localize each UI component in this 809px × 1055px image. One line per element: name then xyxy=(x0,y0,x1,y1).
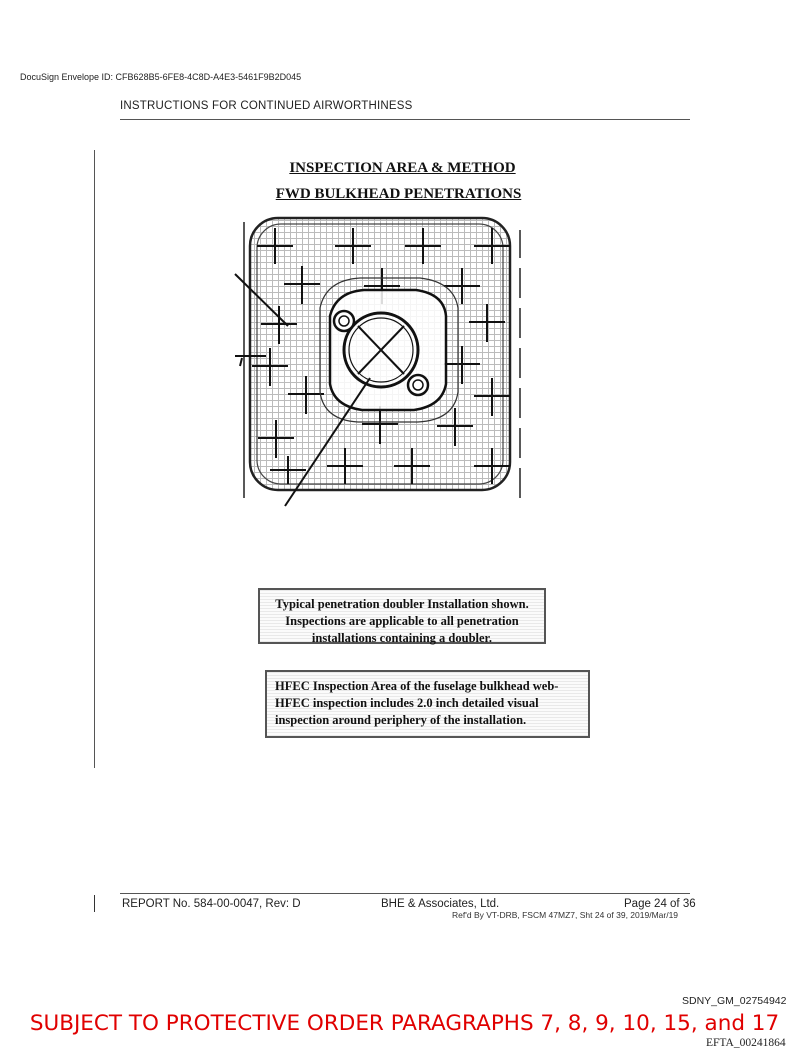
bates-number-sdny: SDNY_GM_02754942 xyxy=(682,995,787,1007)
callout-line: HFEC inspection includes 2.0 inch detailed visual xyxy=(275,696,539,710)
footer-rule xyxy=(120,893,690,894)
footer-reference: Ref'd By VT-DRB, FSCM 47MZ7, Sht 24 of 39, 2019/Mar/19 xyxy=(452,910,679,920)
revision-margin-bar xyxy=(94,150,95,768)
callout-hfec-inspection xyxy=(265,670,590,738)
callout-line: HFEC Inspection Area of the fuselage bulkhead web- xyxy=(275,679,559,693)
doubler-plate xyxy=(320,278,458,422)
callout-line: inspection around periphery of the installation. xyxy=(275,713,527,727)
footer-revision-bar xyxy=(94,895,95,912)
callout-line: Typical penetration doubler Installation shown. xyxy=(275,597,529,611)
callout-line: installations containing a doubler. xyxy=(311,631,493,645)
docusign-envelope-id: DocuSign Envelope ID: CFB628B5-6FE8-4C8D-A4E3-5461F9B2D045 xyxy=(20,72,302,82)
callout-line: Inspections are applicable to all penetration xyxy=(285,614,519,628)
protective-order-notice: SUBJECT TO PROTECTIVE ORDER PARAGRAPHS 7, 8, 9, 10, 15, and 17 xyxy=(29,1011,780,1036)
header-rule xyxy=(120,119,690,120)
callout-typical-installation xyxy=(258,588,546,644)
footer-company: BHE & Associates, Ltd. xyxy=(381,898,500,910)
footer-report-number: REPORT No. 584-00-0047, Rev: D xyxy=(122,898,301,910)
figure-heading-fwd-bulkhead: FWD BULKHEAD PENETRATIONS xyxy=(275,186,522,202)
bates-number-efta: EFTA_00241864 xyxy=(706,1037,786,1049)
bulkhead-penetration-diagram xyxy=(230,208,530,508)
figure-heading-inspection-area: INSPECTION AREA & METHOD xyxy=(289,160,516,176)
page-header-title: INSTRUCTIONS FOR CONTINUED AIRWORTHINESS xyxy=(120,100,413,112)
footer-page-number: Page 24 of 36 xyxy=(624,898,696,910)
